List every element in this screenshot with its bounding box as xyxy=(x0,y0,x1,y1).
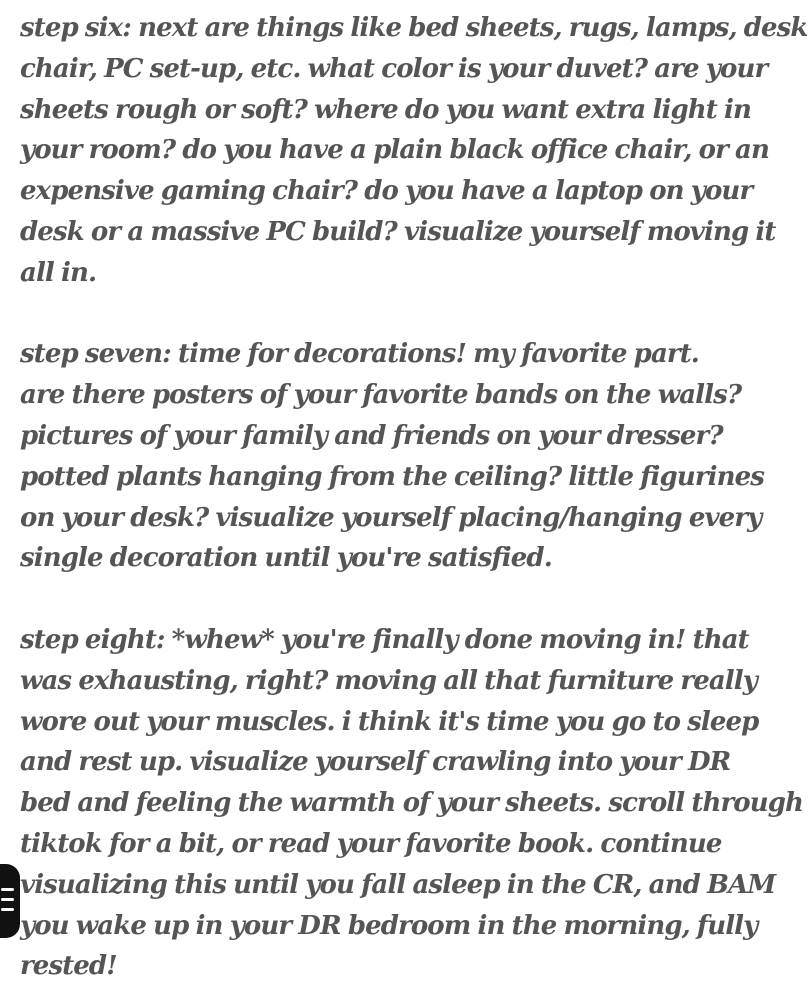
text-line: desk or a massive PC build? visualize yourself moving it xyxy=(20,216,776,247)
text-line: pictures of your family and friends on your dresser? xyxy=(20,420,723,451)
text-line: step six: next are things like bed sheets, rugs, lamps, desk xyxy=(20,13,808,43)
text-line: step seven: time for decorations! my favorite part. xyxy=(20,339,699,370)
text-line: step eight: *whew* you're finally done moving in! that xyxy=(20,624,749,655)
paragraph-step-seven xyxy=(20,334,764,579)
paragraph-gap xyxy=(20,294,704,335)
text-line: tiktok for a bit, or read your favorite book. continue xyxy=(20,828,722,859)
text-line: your room? do you have a plain black office chair, or an xyxy=(20,135,769,166)
text-line: all in. xyxy=(20,257,97,288)
text-line: and rest up. visualize yourself crawling into your DR xyxy=(20,747,731,778)
paragraph-step-eight xyxy=(20,620,804,987)
text-line: wore out your muscles. i think it's time you go to sleep xyxy=(20,706,759,737)
text-line: visualizing this until you fall asleep in the CR, and BAM xyxy=(20,869,776,900)
text-line: rested! xyxy=(20,951,117,982)
text-line: you wake up in your DR bedroom in the morning, fully xyxy=(20,910,758,941)
text-line: potted plants hanging from the ceiling? little figurines xyxy=(20,461,764,492)
text-line: on your desk? visualize yourself placing/hanging every xyxy=(20,502,762,533)
text-line: bed and feeling the warmth of your sheets. scroll through xyxy=(20,788,804,819)
document-body xyxy=(20,8,808,987)
text-line: expensive gaming chair? do you have a laptop on your xyxy=(20,176,753,207)
text-line: was exhausting, right? moving all that furniture really xyxy=(20,665,757,696)
text-line: sheets rough or soft? where do you want extra light in xyxy=(20,94,751,125)
text-line: single decoration until you're satisfied. xyxy=(20,543,552,574)
text-line: chair, PC set-up, etc. what color is your duvet? are your xyxy=(20,53,768,84)
text-line: are there posters of your favorite bands on the walls? xyxy=(20,380,742,411)
paragraph-step-six xyxy=(20,8,808,294)
side-menu-tab[interactable] xyxy=(0,864,20,938)
paragraph-gap xyxy=(20,579,704,620)
